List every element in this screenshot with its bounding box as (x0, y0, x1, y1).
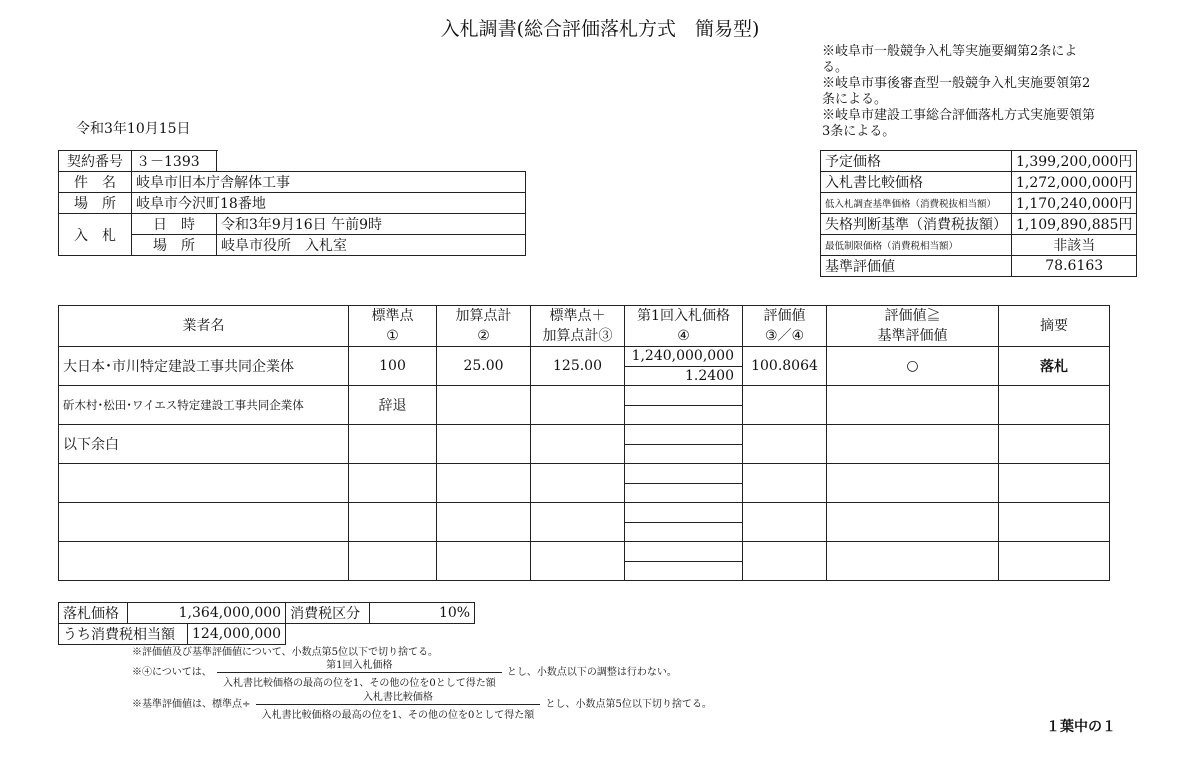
header-first-bid: 第1回入札価格 ④ (625, 306, 743, 347)
header-remarks: 摘要 (999, 306, 1110, 347)
bid-label: 入 札 (59, 214, 132, 256)
bid-price-value (625, 386, 742, 406)
fraction-numerator: 入札書比較価格 (256, 688, 541, 705)
company-name-cell: 斫木村･松田･ワイエス特定建設工事共同企業体 (59, 386, 349, 425)
bid-ratio-value (625, 445, 742, 464)
standard-points-cell (349, 503, 437, 542)
bid-place-label: 場 所 (132, 235, 217, 256)
bid-price-value (625, 503, 742, 523)
remark-cell: 落札 (999, 347, 1110, 386)
price-label: 基準評価値 (821, 256, 1012, 277)
fraction-denominator: 入札書比較価格の最高の位を1、その他の位を0として得た額 (223, 678, 496, 689)
total-points-cell (531, 425, 625, 464)
bid-datetime-value: 令和3年9月16日 午前9時 (217, 214, 526, 235)
footnote-text: ※基準評価値は、標準点÷ (132, 699, 251, 710)
added-points-cell: 25.00 (437, 347, 531, 386)
comparison-cell (827, 503, 999, 542)
tax-amount-value: 124,000,000 (188, 624, 286, 645)
company-name-cell: 以下余白 (59, 425, 349, 464)
price-value: 1,170,240,000円 (1012, 193, 1137, 214)
footnote-bid-ratio (132, 656, 677, 689)
header-standard-points: 標準点 ① (349, 306, 437, 347)
header-comparison: 評価値≧ 基準評価値 (827, 306, 999, 347)
table-row (59, 542, 1110, 581)
total-points-cell (531, 464, 625, 503)
header-total-points: 標準点＋ 加算点計③ (531, 306, 625, 347)
header-evaluation: 評価値 ③／④ (743, 306, 827, 347)
bid-price-cell (625, 386, 743, 425)
bid-price-cell (625, 425, 743, 464)
remark-cell (999, 386, 1110, 425)
total-points-cell (531, 503, 625, 542)
table-row (59, 425, 1110, 464)
total-points-cell (531, 386, 625, 425)
bid-place-value: 岐阜市役所 入札室 (217, 235, 526, 256)
bid-ratio-value (625, 406, 742, 425)
company-name-cell (59, 503, 349, 542)
bid-ratio-value: 1.2400 (685, 367, 734, 384)
added-points-cell (437, 503, 531, 542)
total-points-cell (531, 542, 625, 581)
bid-results-table (58, 305, 1110, 581)
comparison-cell (827, 425, 999, 464)
bid-price-value (625, 425, 742, 445)
note-line: ※岐阜市一般競争入札等実施要綱第2条による。 (822, 44, 1078, 75)
price-label: 入札書比較価格 (821, 172, 1012, 193)
award-price-label: 落札価格 (59, 603, 128, 624)
price-label: 予定価格 (821, 151, 1012, 172)
standard-points-cell (349, 425, 437, 464)
added-points-cell (437, 464, 531, 503)
price-label: 失格判断基準（消費税抜額） (821, 214, 1012, 235)
contract-number-label: 契約番号 (59, 151, 132, 172)
award-price-value: 1,364,000,000 (128, 603, 286, 624)
tax-category-label: 消費税区分 (286, 603, 370, 624)
bid-price-cell (625, 503, 743, 542)
table-row (59, 386, 1110, 425)
fraction-numerator: 第1回入札価格 (217, 656, 502, 673)
comparison-cell (827, 386, 999, 425)
page-title: 入札調書(総合評価落札方式 簡易型) (440, 18, 760, 40)
fraction (217, 656, 502, 689)
evaluation-cell (743, 542, 827, 581)
added-points-cell (437, 386, 531, 425)
bid-ratio-value (625, 523, 742, 542)
footnote-standard-evaluation (132, 688, 712, 721)
page-indicator: １葉中の１ (1046, 719, 1116, 735)
evaluation-cell (743, 503, 827, 542)
total-points-cell: 125.00 (531, 347, 625, 386)
remark-cell (999, 425, 1110, 464)
price-value: 1,109,890,885円 (1012, 214, 1137, 235)
header-company: 業者名 (59, 306, 349, 347)
standard-points-cell (349, 542, 437, 581)
standard-points-cell (349, 464, 437, 503)
fraction-denominator: 入札書比較価格の最高の位を1、その他の位を0として得た額 (261, 710, 535, 721)
remark-cell (999, 503, 1110, 542)
contract-name-label: 件 名 (59, 172, 132, 193)
price-label: 低入札調査基準価格（消費税抜相当額） (821, 193, 1012, 214)
bid-ratio-value (625, 562, 742, 581)
bid-ratio-value (625, 484, 742, 503)
table-row (59, 347, 1110, 386)
footnote-rounding: ※評価値及び基準評価値について、小数点第5位以下で切り捨てる。 (132, 647, 438, 658)
contract-info-table (58, 150, 526, 256)
price-value: 78.6163 (1012, 256, 1137, 277)
table-row (59, 464, 1110, 503)
company-name-cell: 大日本･市川特定建設工事共同企業体 (59, 347, 349, 386)
footnote-text: とし、小数点第5位以下切り捨てる。 (545, 699, 712, 710)
evaluation-cell (743, 425, 827, 464)
comparison-cell (827, 464, 999, 503)
document-date: 令和3年10月15日 (76, 121, 191, 137)
evaluation-cell (743, 464, 827, 503)
comparison-cell: ○ (827, 347, 999, 386)
price-value: 1,399,200,000円 (1012, 151, 1137, 172)
footnote-text: とし、小数点以下の調整は行わない。 (506, 667, 677, 678)
bid-price-cell (625, 464, 743, 503)
contract-place-value: 岐阜市今沢町18番地 (132, 193, 526, 214)
note-line: ※岐阜市事後審査型一般競争入札実施要領第2条による。 (822, 76, 1091, 107)
footnote-text: ※④については、 (132, 667, 212, 678)
bid-price-cell (625, 347, 743, 386)
evaluation-cell: 100.8064 (743, 347, 827, 386)
company-name-cell (59, 542, 349, 581)
bid-price-value: 1,240,000,000 (625, 347, 742, 367)
table-row (59, 503, 1110, 542)
remark-cell (999, 542, 1110, 581)
header-added-points: 加算点計 ② (437, 306, 531, 347)
reference-notes (822, 44, 1102, 140)
price-info-table (820, 150, 1137, 277)
fraction (256, 688, 541, 721)
bid-datetime-label: 日 時 (132, 214, 217, 235)
price-label: 最低制限価格（消費税相当額） (821, 235, 1012, 256)
price-value: 1,272,000,000円 (1012, 172, 1137, 193)
bid-price-cell (625, 542, 743, 581)
added-points-cell (437, 425, 531, 464)
remark-cell (999, 464, 1110, 503)
award-table (58, 602, 475, 645)
bid-price-value (625, 542, 742, 562)
standard-points-cell: 100 (349, 347, 437, 386)
price-value: 非該当 (1012, 235, 1137, 256)
evaluation-cell (743, 386, 827, 425)
standard-points-cell: 辞退 (349, 386, 437, 425)
tax-amount-label: うち消費税相当額 (59, 624, 188, 645)
contract-place-label: 場 所 (59, 193, 132, 214)
company-name-cell (59, 464, 349, 503)
added-points-cell (437, 542, 531, 581)
contract-name-value: 岐阜市旧本庁舎解体工事 (132, 172, 526, 193)
note-line: ※岐阜市建設工事総合評価落札方式実施要領第3条による。 (822, 108, 1096, 139)
contract-number-value: ３－1393 (132, 151, 217, 172)
comparison-cell (827, 542, 999, 581)
bid-price-value (625, 464, 742, 484)
tax-category-value: 10% (370, 603, 475, 624)
